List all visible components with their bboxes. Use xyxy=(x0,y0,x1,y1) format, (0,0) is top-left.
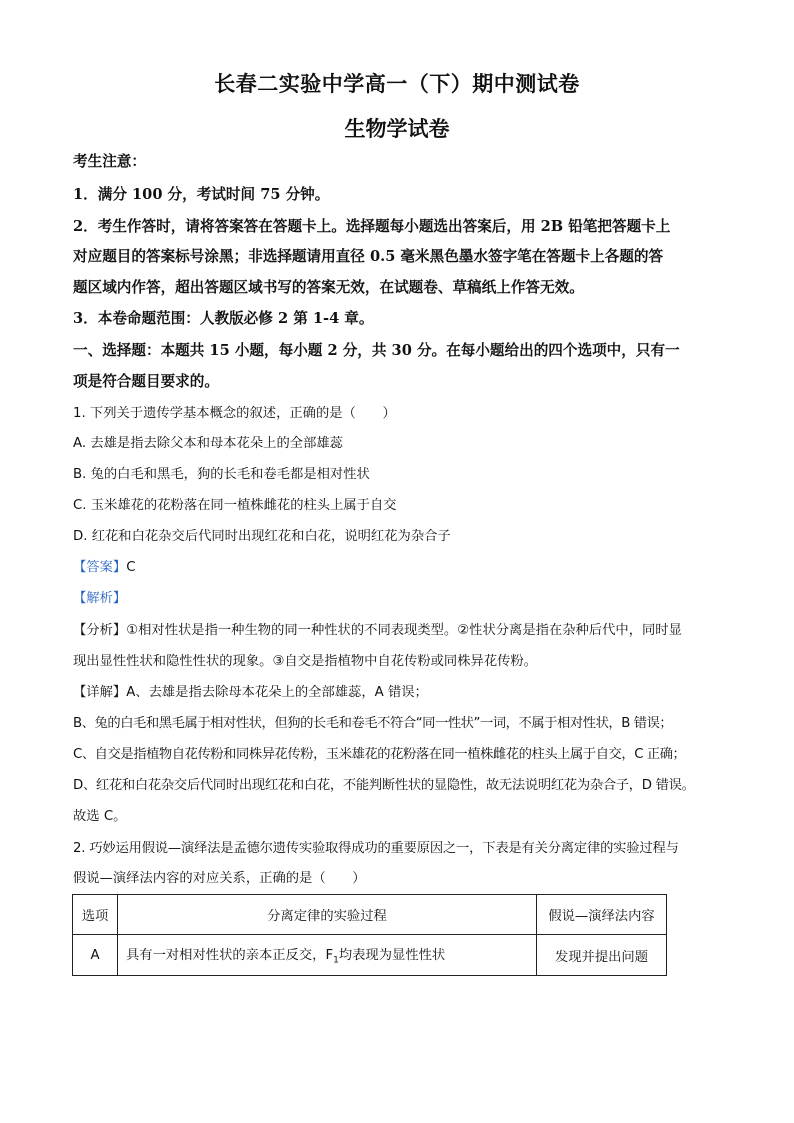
explain-tag: 【解析】 xyxy=(73,591,127,606)
q1-option-d: D. 红花和白花杂交后代同时出现红花和白花，说明红花为杂合子 xyxy=(73,529,451,544)
row-a-option: A xyxy=(73,935,118,976)
section-heading-line-2: 项是符合题目要求的。 xyxy=(73,373,219,390)
q2-table xyxy=(72,894,667,976)
q1-option-a: A. 去雄是指去除父本和母本花朵上的全部雄蕊 xyxy=(73,436,343,451)
row-a-process-text-2: 均表现为显性性状 xyxy=(338,948,446,964)
q1-detail-line-1 xyxy=(73,681,428,700)
table-header-content: 假说—演绎法内容 xyxy=(537,895,667,935)
analysis-tag: 【分析】 xyxy=(73,623,127,638)
table-row xyxy=(73,935,667,976)
q1-option-c: C. 玉米雄花的花粉落在同一植株雌花的柱头上属于自交 xyxy=(73,498,397,513)
row-a-content: 发现并提出问题 xyxy=(537,935,667,976)
q1-stem: 1. 下列关于遗传学基本概念的叙述，正确的是（ ） xyxy=(73,406,396,421)
q1-answer xyxy=(73,556,135,575)
table-header-row xyxy=(73,895,667,935)
q1-analysis-line-1 xyxy=(73,619,682,638)
analysis-text-1: ①相对性状是指一种生物的同一种性状的不同表现类型。②性状分离是指在杂种后代中，同时显 xyxy=(126,623,682,638)
notes-item-1: 1．满分 100 分，考试时间 75 分钟。 xyxy=(73,186,330,203)
page-title: 长春二实验中学高一（下）期中测试卷 xyxy=(214,71,580,96)
notes-item-2-line-3: 题区域内作答，超出答题区域书写的答案无效，在试题卷、草稿纸上作答无效。 xyxy=(73,279,584,296)
section-heading-line-1: 一、选择题：本题共 15 小题，每小题 2 分，共 30 分。在每小题给出的四个选项中，只有一 xyxy=(73,342,680,359)
q1-detail-line-3: C、自交是指植物自花传粉和同株异花传粉，玉米雄花的花粉落在同一植株雌花的柱头上属于自交，C 正确； xyxy=(73,747,686,762)
notes-item-3: 3．本卷命题范围：人教版必修 2 第 1-4 章。 xyxy=(73,310,374,327)
notes-item-2-line-2: 对应题目的答案标号涂黑；非选择题请用直径 0.5 毫米黑色墨水签字笔在答题卡上各题的答 xyxy=(73,248,664,265)
q1-analysis-line-2: 现出显性性状和隐性性状的现象。③自交是指植物中自花传粉或同株异花传粉。 xyxy=(73,654,538,669)
detail-tag: 【详解】 xyxy=(73,685,127,700)
q2-stem-line-2: 假说—演绎法内容的对应关系，正确的是（ ） xyxy=(73,871,366,886)
table-header-option: 选项 xyxy=(73,895,118,935)
row-a-process-text: 具有一对相对性状的亲本正反交，F xyxy=(126,948,334,964)
answer-tag: 【答案】 xyxy=(73,560,127,575)
table-header-process: 分离定律的实验过程 xyxy=(118,895,537,935)
q1-detail-line-4: D、红花和白花杂交后代同时出现红花和白花，不能判断性状的显隐性，故无法说明红花为杂合子，D 错误。 xyxy=(73,778,695,793)
q1-option-b: B. 兔的白毛和黑毛，狗的长毛和卷毛都是相对性状 xyxy=(73,467,370,482)
detail-text-1: A、去雄是指去除母本花朵上的全部雄蕊，A 错误； xyxy=(126,685,428,700)
q2-stem-line-1: 2. 巧妙运用假说—演绎法是孟德尔遗传实验取得成功的重要原因之一，下表是有关分离定律的实验过程与 xyxy=(73,841,679,856)
row-a-process-subscript: 1 xyxy=(333,955,339,966)
answer-value: C xyxy=(126,560,136,575)
notes-item-2-line-1: 2．考生作答时，请将答案答在答题卡上。选择题每小题选出答案后，用 2B 铅笔把答题卡上 xyxy=(73,218,671,235)
q1-conclusion: 故选 C。 xyxy=(73,809,127,824)
row-a-process xyxy=(118,935,537,976)
notes-heading: 考生注意： xyxy=(73,153,146,170)
q1-detail-line-2: B、兔的白毛和黑毛属于相对性状，但狗的长毛和卷毛不符合“同一性状”一词，不属于相对性状，B 错误； xyxy=(73,716,673,731)
page-subtitle: 生物学试卷 xyxy=(344,116,450,141)
